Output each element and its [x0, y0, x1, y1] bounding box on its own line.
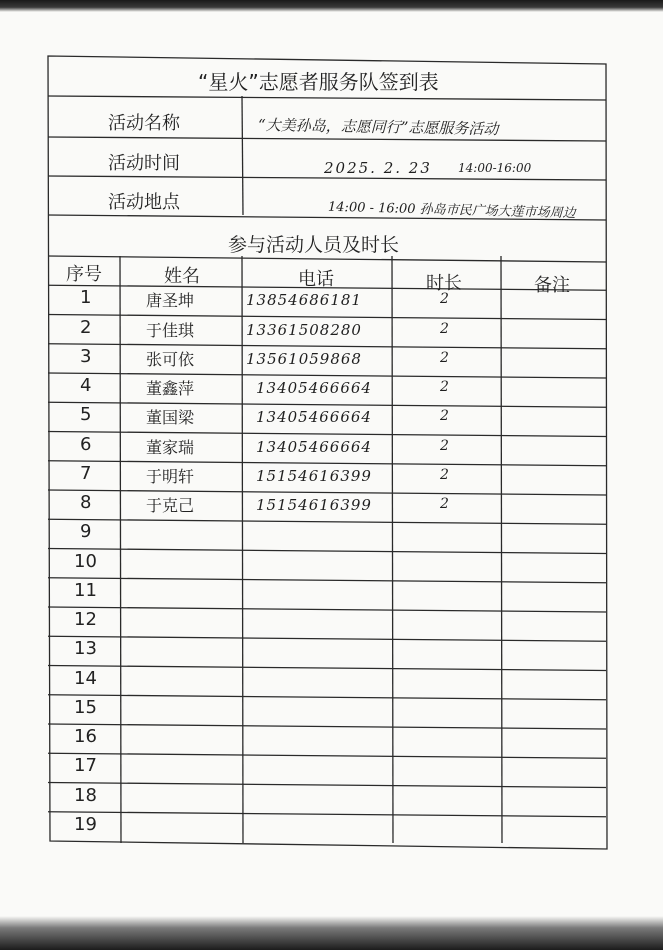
activity-time-hours: 14:00-16:00 [458, 161, 532, 175]
scan-edge-top [0, 0, 663, 12]
section-title: 参与活动人员及时长 [228, 234, 400, 256]
row-phone: 15154616399 [256, 466, 372, 485]
row-index: 16 [74, 726, 97, 747]
row-hours: 2 [440, 291, 449, 308]
header-phone: 电话 [298, 269, 334, 290]
row-name: 于明轩 [146, 466, 195, 486]
row-index: 13 [74, 638, 97, 660]
row-index: 2 [80, 316, 92, 338]
activity-place-value: 14:00 - 16:00 孙岛市民广场大莲市场周边 [327, 199, 576, 222]
row-name: 董国梁 [146, 408, 195, 428]
row-hours: 2 [440, 466, 449, 483]
row-index: 10 [74, 550, 97, 572]
row-index: 19 [74, 813, 97, 835]
row-phone: 13561059868 [246, 349, 362, 368]
row-hours: 2 [440, 408, 449, 425]
row-index: 17 [74, 755, 97, 777]
row-index: 4 [80, 375, 92, 396]
row-name: 董鑫萍 [146, 379, 195, 398]
row-name: 张可依 [146, 349, 195, 369]
row-index: 9 [80, 521, 92, 543]
row-name: 唐圣坤 [146, 291, 195, 311]
row-phone: 13405466664 [256, 437, 372, 456]
row-index: 8 [80, 492, 92, 513]
header-note: 备注 [534, 275, 570, 296]
row-name: 于佳琪 [146, 320, 195, 340]
row-hours: 2 [440, 320, 449, 337]
row-hours: 2 [440, 437, 449, 454]
row-index: 11 [74, 579, 97, 601]
row-hours: 2 [440, 379, 449, 395]
activity-name-label: 活动名称 [108, 113, 180, 134]
activity-time-date: 2025. 2. 23 [324, 159, 432, 177]
row-phone: 13361508280 [246, 320, 362, 339]
row-index: 6 [80, 433, 92, 455]
activity-time-label: 活动时间 [108, 153, 180, 174]
row-name: 董家瑞 [146, 437, 195, 457]
header-index: 序号 [66, 264, 102, 285]
row-index: 14 [74, 667, 97, 689]
row-index: 5 [80, 404, 92, 426]
row-index: 18 [74, 784, 97, 806]
row-name: 于克己 [146, 496, 195, 515]
row-phone: 15154616399 [256, 496, 372, 514]
row-hours: 2 [440, 496, 449, 512]
sign-in-sheet [46, 54, 608, 850]
row-index: 7 [80, 462, 92, 484]
header-hours: 时长 [426, 273, 462, 294]
row-phone: 13405466664 [256, 408, 372, 427]
header-name: 姓名 [164, 266, 200, 287]
activity-name-value: “大美孙岛，志愿同行”志愿服务活动 [257, 115, 499, 139]
row-index: 3 [80, 345, 92, 367]
row-index: 15 [74, 696, 97, 718]
activity-place-label: 活动地点 [108, 192, 180, 213]
row-index: 1 [80, 287, 92, 309]
row-phone: 13405466664 [256, 379, 372, 397]
row-hours: 2 [440, 349, 449, 366]
scan-edge-bottom [0, 916, 663, 950]
form-title: “星火”志愿者服务队签到表 [198, 70, 439, 94]
row-index: 12 [74, 609, 97, 630]
row-phone: 13854686181 [246, 291, 362, 310]
